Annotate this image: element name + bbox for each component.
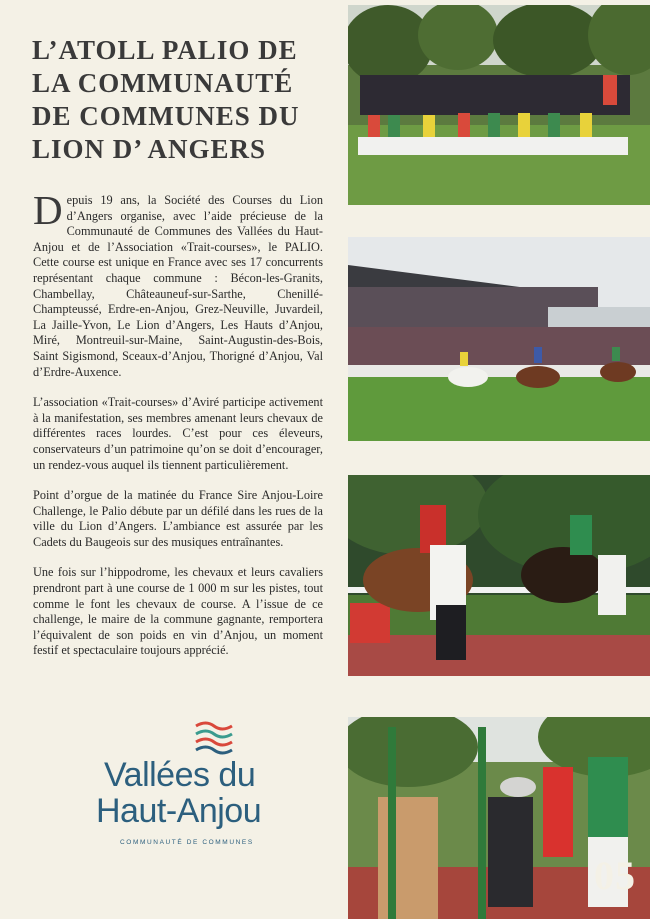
paragraph-4: Une fois sur l’hippodrome, les chevaux et leurs cavaliers prendront part à une course de 1 000 m sur les pistes, tout comme le font les chevaux de course. A l’issue de ce challenge, le maire de la commune gagnante, remportera l’équivalent de son poids en vin d’Anjou, un moment festif et spectaculaire toujours apprécié. (33, 565, 323, 658)
paragraph-1: Depuis 19 ans, la Société des Courses du Lion d’Angers organise, avec l’aide précieuse de la Communauté de Communes des Vallées du Haut-Anjou et de l’Association «Trait-courses», le PALIO. Cette course est unique en France avec ses 17 concurrents représentant chaque commune : Bécon-les-Granits, Chambellay, Châteauneuf-sur-Sarthe, Chenillé-Champteussé, Erdre-en-Anjou, Grez-Neuville, Juvardeil, La Jaille-Yvon, Le Lion d’Angers, Les Hauts d’Anjou, Miré, Montreuil-sur-Maine, Saint-Augustin-des-Bois, Saint Sigismond, Sceaux-d’Anjou, Thorigné d’Anjou, Val d’Erdre-Auxence. (33, 187, 323, 379)
page-number: 05 (594, 853, 636, 898)
logo-line-1: Vallées du (104, 756, 256, 794)
paragraph-3: Point d’orgue de la matinée du France Sire Anjou-Loire Challenge, le Palio débute par un défilé dans les rues de la ville du Lion d’Angers. L’ambiance est assurée par les Cadets du Baugeois sur des musiques entraînantes. (33, 488, 323, 549)
paragraph-2: L’association «Trait-courses» d’Aviré participe activement à la manifestation, ses membres amenant leurs chevaux de différentes races lourdes. C’est pour ces éleveurs, conservateurs d’un patrimoine qu’on se doit d’encourager, un rendez-vous auquel ils tiennent particulièrement. (33, 395, 323, 472)
article-title: L’ATOLL PALIO DE LA COMMUNAUTÉ DE COMMUNES DU LION D’ ANGERS (32, 35, 300, 164)
drop-cap: D (33, 187, 63, 233)
article-body (33, 187, 323, 674)
horse-parade-image (348, 475, 650, 676)
logo-subtitle: COMMUNAUTÉ DE COMMUNES (120, 839, 254, 846)
group-photo-image (348, 5, 650, 205)
logo-line-2: Haut-Anjou (96, 792, 262, 830)
racecourse-grandstand-image (348, 237, 650, 441)
